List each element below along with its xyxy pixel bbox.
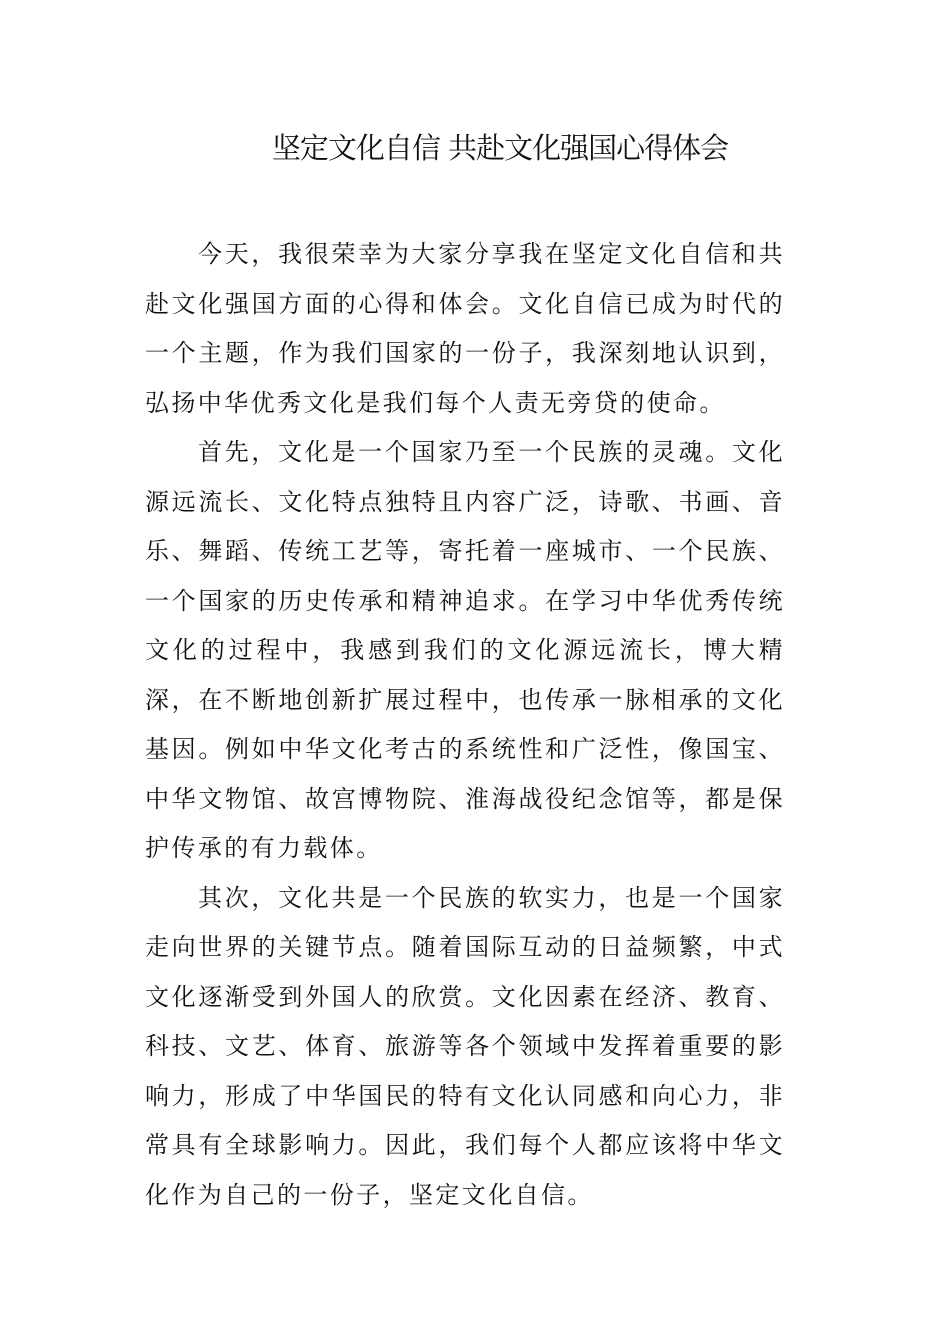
document-title: 坚定文化自信 共赴文化强国心得体会 [271,131,729,165]
paragraph-first: 首先，文化是一个国家乃至一个民族的灵魂。文化源远流长、文化特点独特且内容广泛，诗歌、书画、音乐、舞蹈、传统工艺等，寄托着一座城市、一个民族、一个国家的历史传承和精神追求。在学习中华优秀传统文化的过程中，我感到我们的文化源远流长，博大精深，在不断地创新扩展过程中，也传承一脉相承的文化基因。例如中华文化考古的系统性和广泛性，像国宝、中华文物馆、故宫博物院、淮海战役纪念馆等，都是保护传承的有力载体。 [145,438,785,862]
document-body [145,230,785,1220]
paragraph-second: 其次，文化共是一个民族的软实力，也是一个国家走向世界的关键节点。随着国际互动的日益频繁，中式文化逐渐受到外国人的欣赏。文化因素在经济、教育、科技、文艺、体育、旅游等各个领域中发挥着重要的影响力，形成了中华国民的特有文化认同感和向心力，非常具有全球影响力。因此，我们每个人都应该将中华文化作为自己的一份子，坚定文化自信。 [145,883,785,1209]
paragraph-intro: 今天，我很荣幸为大家分享我在坚定文化自信和共赴文化强国方面的心得和体会。文化自信已成为时代的一个主题，作为我们国家的一份子，我深刻地认识到，弘扬中华优秀文化是我们每个人责无旁贷的使命。 [145,240,785,417]
